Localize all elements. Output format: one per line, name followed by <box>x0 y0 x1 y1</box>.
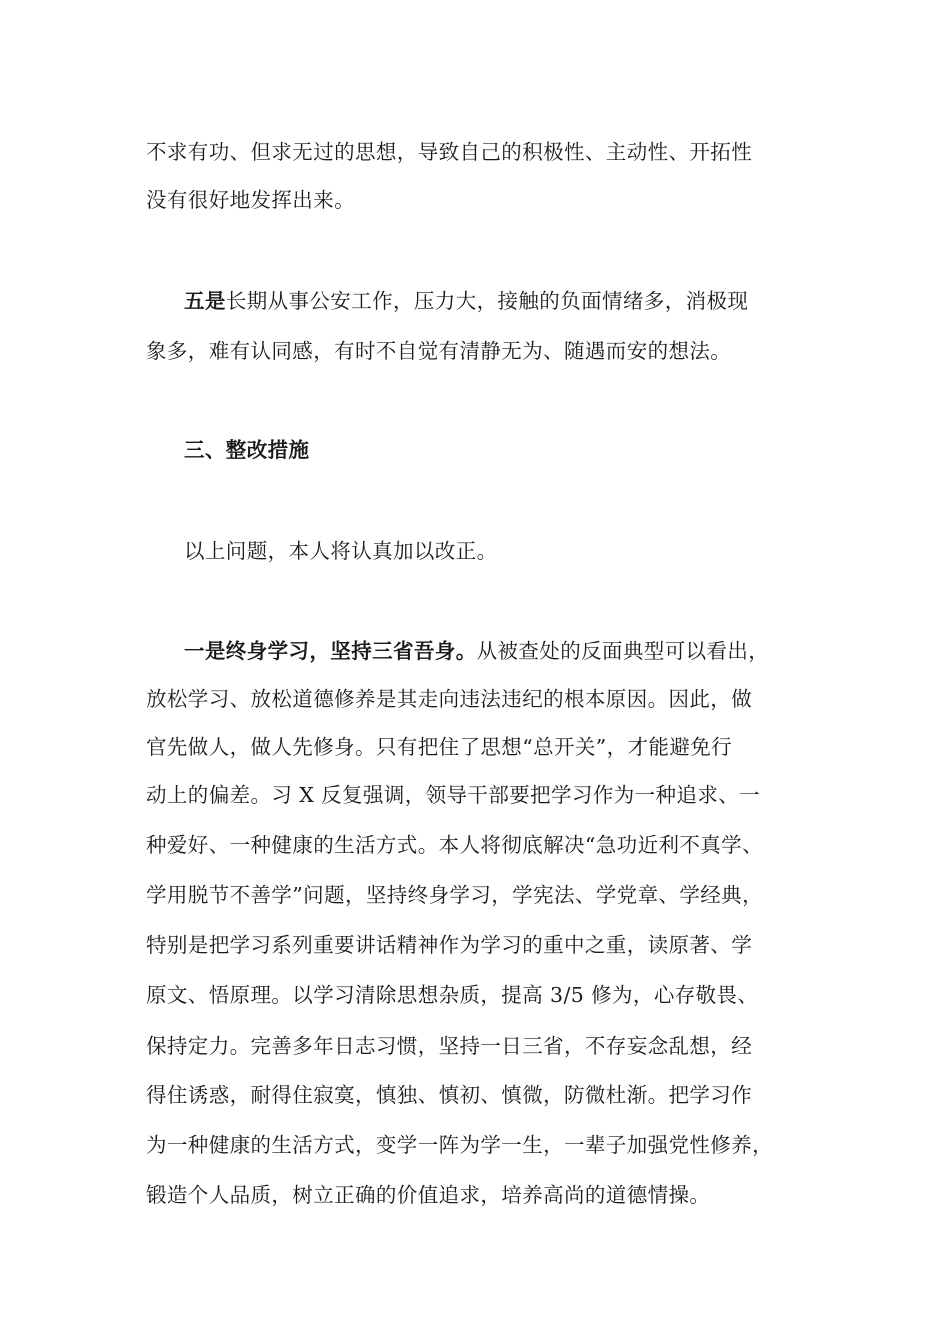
para3-line: 特别是把学习系列重要讲话精神作为学习的重中之重，读原著、学 <box>146 933 753 957</box>
para3-line: 为一种健康的生活方式，变学一阵为学一生，一辈子加强党性修养， <box>146 1133 773 1157</box>
para3-line: 原文、悟原理。以学习清除思想杂质，提高 3/5 修为，心存敬畏、 <box>146 983 759 1007</box>
para3-line: 锻造个人品质，树立正确的价值追求，培养高尚的道德情操。 <box>146 1183 711 1207</box>
para3-line1 <box>184 636 864 666</box>
para3-line: 学用脱节不善学”问题，坚持终身学习，学宪法、学党章、学经典， <box>146 883 763 907</box>
para2-line1 <box>184 286 864 316</box>
para3-lead: 一是终身学习，坚持三省吾身。 <box>184 639 477 663</box>
intro-line: 以上问题，本人将认真加以改正。 <box>184 539 498 563</box>
para3-line: 得住诱惑，耐得住寂寞，慎独、慎初、慎微，防微杜渐。把学习作 <box>146 1083 753 1107</box>
para3-line: 官先做人，做人先修身。只有把住了思想“总开关”，才能避免行 <box>146 735 733 759</box>
para1-line1: 不求有功、但求无过的思想，导致自己的积极性、主动性、开拓性 <box>146 140 753 164</box>
para2-lead: 五是 <box>184 289 226 313</box>
para3-line: 动上的偏差。习 X 反复强调，领导干部要把学习作为一种追求、一 <box>146 783 761 807</box>
para2-line1-rest: 长期从事公安工作，压力大，接触的负面情绪多，消极现 <box>225 289 749 313</box>
para2-line2: 象多，难有认同感，有时不自觉有清静无为、随遇而安的想法。 <box>146 339 732 363</box>
para3-line: 放松学习、放松道德修养是其走向违法违纪的根本原因。因此，做 <box>146 687 753 711</box>
section-heading: 三、整改措施 <box>184 438 310 462</box>
para3-line: 保持定力。完善多年日志习惯，坚持一日三省，不存妄念乱想，经 <box>146 1034 753 1058</box>
para1-line2: 没有很好地发挥出来。 <box>146 188 355 212</box>
para3-line: 种爱好、一种健康的生活方式。本人将彻底解决“急功近利不真学、 <box>146 833 763 857</box>
para3-line1-rest: 从被查处的反面典型可以看出， <box>476 639 770 663</box>
